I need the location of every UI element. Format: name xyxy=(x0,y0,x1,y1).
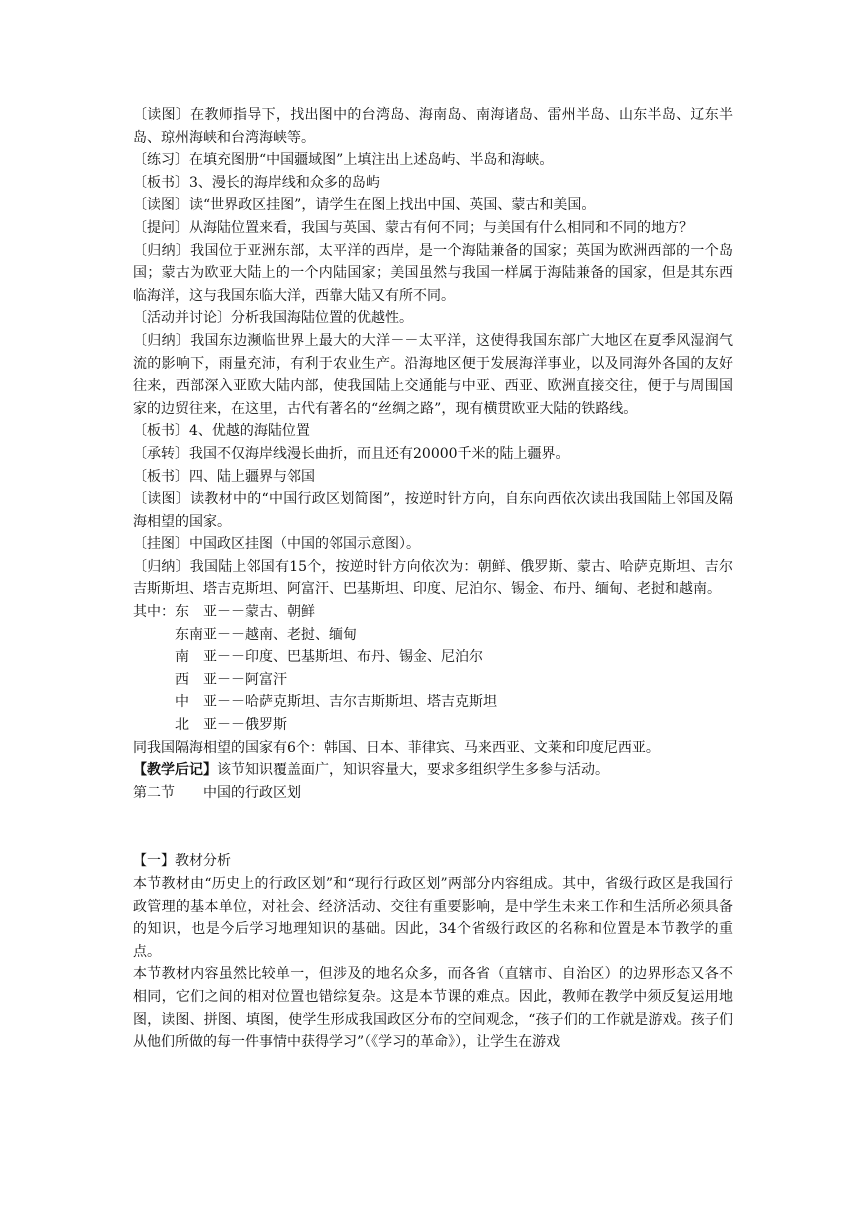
paragraph: 〔承转〕我国不仅海岸线漫长曲折，而且还有20000千米的陆上疆界。 xyxy=(133,445,570,462)
region-list-item: 北 亚－－俄罗斯 xyxy=(175,717,287,734)
region-list-item: 西 亚－－阿富汗 xyxy=(175,671,287,688)
paragraph: 〔读图〕读“世界政区挂图”，请学生在图上找出中国、英国、蒙古和美国。 xyxy=(133,197,596,214)
spacer xyxy=(133,804,733,850)
region-list-item: 中 亚－－哈萨克斯坦、吉尔吉斯斯坦、塔吉克斯坦 xyxy=(175,694,497,711)
region-list-item: 南 亚－－印度、巴基斯坦、布丹、锡金、尼泊尔 xyxy=(175,649,483,666)
region-list-item: 其中：东 亚－－蒙古、朝鲜 xyxy=(133,604,315,621)
paragraph: 〔提问〕从海陆位置来看，我国与英国、蒙古有何不同；与美国有什么相同和不同的地方？ xyxy=(133,219,693,236)
section-title: 第二节 中国的行政区划 xyxy=(133,784,301,801)
document-page xyxy=(133,104,733,1054)
sea-neighbors-paragraph: 同我国隔海相望的国家有6个：韩国、日本、菲律宾、马来西亚、文莱和印度尼西亚。 xyxy=(133,739,660,756)
paragraph: 〔挂图〕中国政区挂图（中国的邻国示意图）。 xyxy=(133,536,420,553)
paragraph: 〔归纳〕我国位于亚洲东部，太平洋的西岸，是一个海陆兼备的国家；英国为欧洲西部的一个岛国；蒙古为欧亚大陆上的一个内陆国家；美国虽然与我国一样属于海陆兼备的国家，但是其东西临海洋，这与我国东临大洋，西靠大陆又有所不同。 xyxy=(133,242,733,304)
paragraph: 本节教材由“历史上的行政区划”和“现行行政区划”两部分内容组成。其中，省级行政区是我国行政管理的基本单位，对社会、经济活动、交往有重要影响，是中学生未来工作和生活所必须具备的知识，也是今后学习地理知识的基础。因此，34个省级行政区的名称和位置是本节教学的重点。 xyxy=(133,876,733,960)
paragraph: 〔板书〕四、陆上疆界与邻国 xyxy=(133,468,315,485)
paragraph: 〔板书〕3、漫长的海岸线和众多的岛屿 xyxy=(133,174,380,191)
paragraph: 〔归纳〕我国东边濒临世界上最大的大洋－－太平洋，这使得我国东部广大地区在夏季风湿润气流的影响下，雨量充沛，有利于农业生产。沿海地区便于发展海洋事业，以及同海外各国的友好往来，西部深入亚欧大陆内部，使我国陆上交通能与中亚、西亚、欧洲直接交往，便于与周围国家的边贸往来，在这里，古代有著名的“丝绸之路”，现有横贯欧亚大陆的铁路线。 xyxy=(133,332,733,417)
paragraph: 本节教材内容虽然比较单一，但涉及的地名众多，而各省（直辖市、自治区）的边界形态又各不相同，它们之间的相对位置也错综复杂。这是本节课的难点。因此，教师在教学中须反复运用地图，读图、拼图、填图，使学生形成我国政区分布的空间观念，“孩子们的工作就是游戏。孩子们从他们所做的每一件事情中获得学习”（《学习的革命》），让学生在游戏 xyxy=(133,966,733,1051)
analysis-heading: 【一】教材分析 xyxy=(133,853,231,870)
region-list-item: 东南亚－－越南、老挝、缅甸 xyxy=(175,626,357,643)
paragraph: 〔板书〕4、优越的海陆位置 xyxy=(133,423,310,440)
paragraph: 〔读图〕读教材中的“中国行政区划简图”，按逆时针方向，自东向西依次读出我国陆上邻国及隔海相望的国家。 xyxy=(133,491,733,530)
postscript xyxy=(133,759,733,782)
paragraph: 〔练习〕在填充图册“中国疆域图”上填注出上述岛屿、半岛和海峡。 xyxy=(133,152,554,169)
paragraph: 〔归纳〕我国陆上邻国有15个，按逆时针方向依次为：朝鲜、俄罗斯、蒙古、哈萨克斯坦、吉尔吉斯斯坦、塔吉克斯坦、阿富汗、巴基斯坦、印度、尼泊尔、锡金、布丹、缅甸、老挝和越南。 xyxy=(133,558,733,598)
postscript-label: 【教学后记】 xyxy=(133,762,217,779)
postscript-text: 该节知识覆盖面广，知识容量大，要求多组织学生多参与活动。 xyxy=(217,762,609,779)
paragraph: 〔读图〕在教师指导下，找出图中的台湾岛、海南岛、南海诸岛、雷州半岛、山东半岛、辽东半岛、琼州海峡和台湾海峡等。 xyxy=(133,107,733,146)
paragraph: 〔活动并讨论〕分析我国海陆位置的优越性。 xyxy=(133,310,413,327)
